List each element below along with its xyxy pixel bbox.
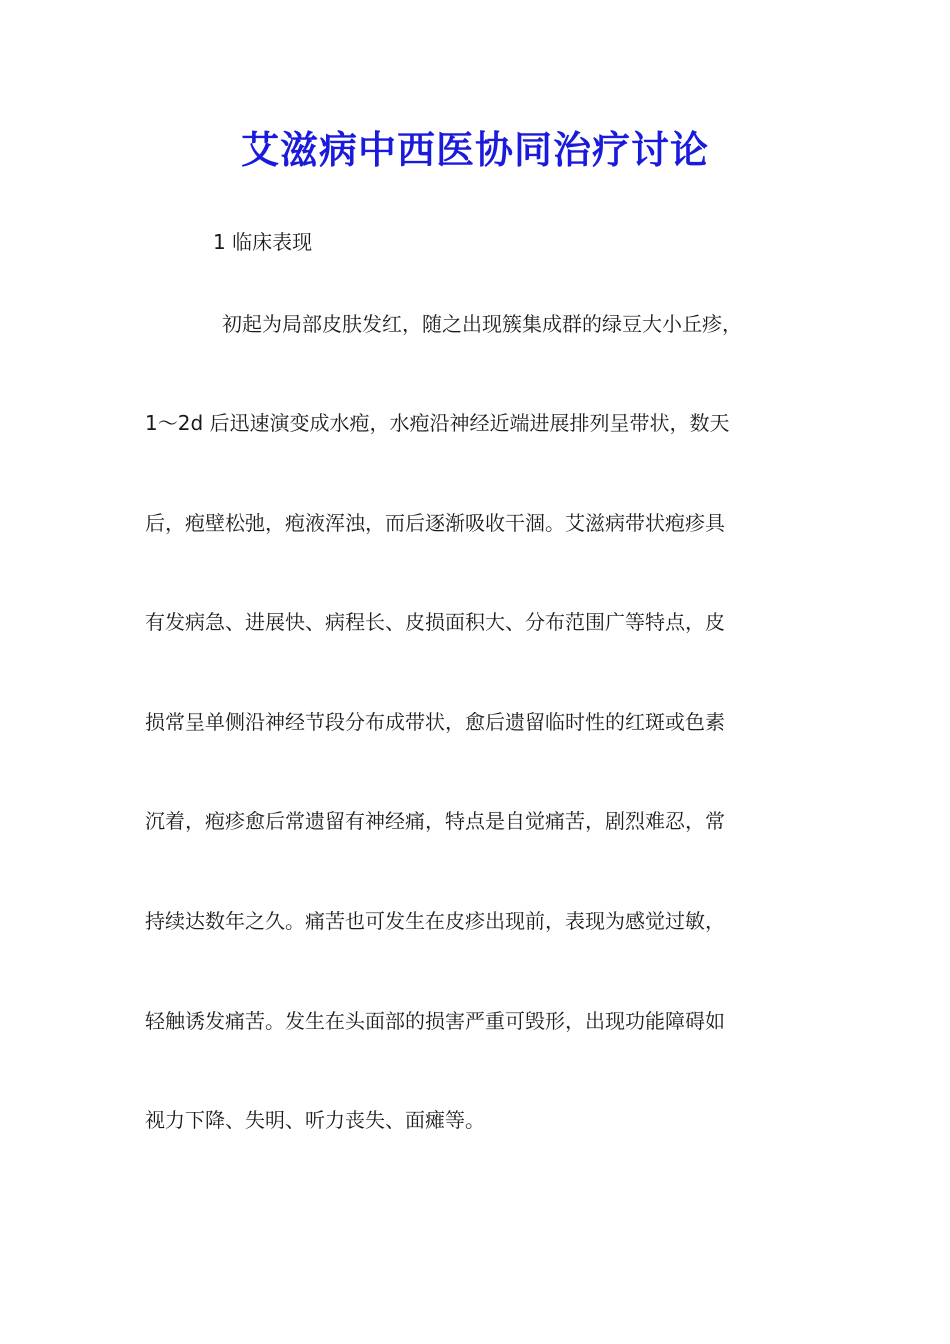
paragraph-line: 1～2d 后迅速演变成水疱，水疱沿神经近端进展排列呈带状，数天 bbox=[145, 411, 730, 435]
section-heading: 1 临床表现 bbox=[213, 230, 313, 254]
paragraph-line: 初起为局部皮肤发红，随之出现簇集成群的绿豆大小丘疹， bbox=[222, 312, 742, 336]
paragraph-line: 视力下降、失明、听力丧失、面瘫等。 bbox=[145, 1108, 485, 1132]
paragraph-line: 有发病急、进展快、病程长、皮损面积大、分布范围广等特点，皮 bbox=[145, 610, 725, 634]
paragraph-line: 后，疱壁松弛，疱液浑浊，而后逐渐吸收干涸。艾滋病带状疱疹具 bbox=[145, 511, 725, 535]
paragraph-line: 损常呈单侧沿神经节段分布成带状，愈后遗留临时性的红斑或色素 bbox=[145, 710, 725, 734]
paragraph-line: 持续达数年之久。痛苦也可发生在皮疹出现前，表现为感觉过敏， bbox=[145, 909, 725, 933]
paragraph-line: 沉着，疱疹愈后常遗留有神经痛，特点是自觉痛苦，剧烈难忍，常 bbox=[145, 809, 725, 833]
paragraph-line: 轻触诱发痛苦。发生在头面部的损害严重可毁形，出现功能障碍如 bbox=[145, 1009, 725, 1033]
document-title: 艾滋病中西医协同治疗讨论 bbox=[240, 127, 709, 172]
